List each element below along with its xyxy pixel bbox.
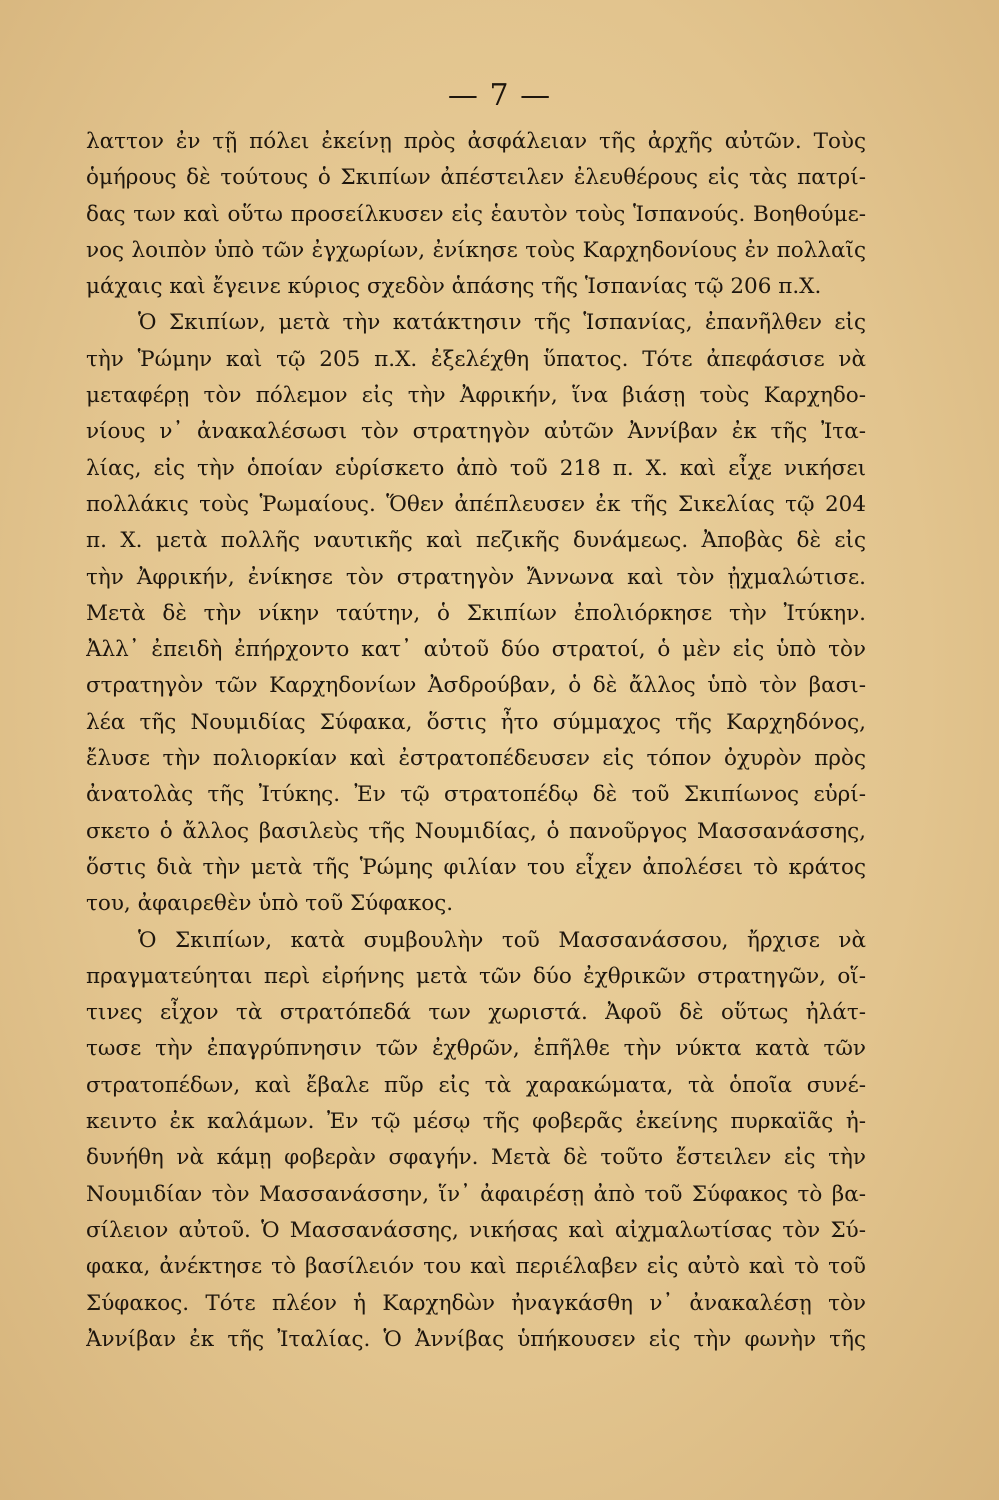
paragraph-start-line: Ὁ Σκιπίων, μετὰ τὴν κατάκτησιν τῆς Ἱσπανίας, ἐπανῆλθεν εἰς xyxy=(138,310,866,336)
text-line: Ἀλλ᾽ ἐπειδὴ ἐπήρχοντο κατ᾽ αὐτοῦ δύο στρατοί, ὁ μὲν εἰς ὑπὸ τὸν xyxy=(86,637,866,663)
text-line: λίας, εἰς τὴν ὁποίαν εὑρίσκετο ἀπὸ τοῦ 218 π. Χ. καὶ εἶχε νικήσει xyxy=(86,455,866,481)
text-line: π. Χ. μετὰ πολλῆς ναυτικῆς καὶ πεζικῆς δυνάμεως. Ἀποβὰς δὲ εἰς xyxy=(86,528,866,554)
text-line: λαττον ἐν τῇ πόλει ἐκείνῃ πρὸς ἀσφάλειαν τῆς ἀρχῆς αὐτῶν. Τοὺς xyxy=(86,129,866,154)
text-line: σκετο ὁ ἄλλος βασιλεὺς τῆς Νουμιδίας, ὁ πανοῦργος Μασσανάσσης, xyxy=(86,818,866,844)
text-line: δυνήθη νὰ κάμῃ φοβερὰν σφαγήν. Μετὰ δὲ τοῦτο ἔστειλεν εἰς τὴν xyxy=(86,1145,866,1171)
text-line: ἔλυσε τὴν πολιορκίαν καὶ ἐστρατοπέδευσεν εἰς τόπον ὀχυρὸν πρὸς xyxy=(86,746,866,772)
paragraph-start-line: Ὁ Σκιπίων, κατὰ συμβουλὴν τοῦ Μασσανάσσου, ἤρχισε νὰ xyxy=(138,927,866,953)
text-line: του, ἀφαιρεθὲν ὑπὸ τοῦ Σύφακος. xyxy=(86,891,454,917)
text-line: νίους ν᾽ ἀνακαλέσωσι τὸν στρατηγὸν αὐτῶν Ἀννίβαν ἐκ τῆς Ἰτα- xyxy=(86,419,866,445)
text-line: Ἀννίβαν ἐκ τῆς Ἰταλίας. Ὁ Ἀννίβας ὑπήκουσεν εἰς τὴν φωνὴν τῆς xyxy=(86,1326,866,1352)
text-line: τὴν Ῥώμην καὶ τῷ 205 π.Χ. ἐξελέχθη ὕπατος. Τότε ἀπεφάσισε νὰ xyxy=(86,346,866,372)
text-line: πραγματεύηται περὶ εἰρήνης μετὰ τῶν δύο ἐχθρικῶν στρατηγῶν, οἵ- xyxy=(86,963,866,989)
text-line: ἀνατολὰς τῆς Ἰτύκης. Ἐν τῷ στρατοπέδῳ δὲ τοῦ Σκιπίωνος εὑρί- xyxy=(86,782,866,808)
text-line: φακα, ἀνέκτησε τὸ βασίλειόν του καὶ περιέλαβεν εἰς αὐτὸ καὶ τὸ τοῦ xyxy=(86,1254,866,1280)
body-text xyxy=(86,124,866,1358)
text-line: μάχαις καὶ ἔγεινε κύριος σχεδὸν ἁπάσης τῆς Ἱσπανίας τῷ 206 π.Χ. xyxy=(86,274,822,300)
text-line: στρατοπέδων, καὶ ἔβαλε πῦρ εἰς τὰ χαρακώματα, τὰ ὁποῖα συνέ- xyxy=(86,1072,866,1098)
text-line: Μετὰ δὲ τὴν νίκην ταύτην, ὁ Σκιπίων ἐπολιόρκησε τὴν Ἰτύκην. xyxy=(86,600,866,626)
text-line: νος λοιπὸν ὑπὸ τῶν ἐγχωρίων, ἐνίκησε τοὺς Καρχηδονίους ἐν πολλαῖς xyxy=(86,237,866,263)
text-line: πολλάκις τοὺς Ῥωμαίους. Ὅθεν ἀπέπλευσεν ἐκ τῆς Σικελίας τῷ 204 xyxy=(86,491,866,517)
text-line: τωσε τὴν ἐπαγρύπνησιν τῶν ἐχθρῶν, ἐπῆλθε τὴν νύκτα κατὰ τῶν xyxy=(86,1036,866,1062)
text-line: κειντο ἐκ καλάμων. Ἐν τῷ μέσῳ τῆς φοβερᾶς ἐκείνης πυρκαϊᾶς ἠ- xyxy=(86,1109,866,1135)
text-line: μεταφέρῃ τὸν πόλεμον εἰς τὴν Ἀφρικήν, ἵνα βιάσῃ τοὺς Καρχηδο- xyxy=(86,383,866,409)
text-line: τὴν Ἀφρικήν, ἐνίκησε τὸν στρατηγὸν Ἄννωνα καὶ τὸν ᾐχμαλώτισε. xyxy=(86,564,866,590)
text-line: σίλειον αὐτοῦ. Ὁ Μασσανάσσης, νικήσας καὶ αἰχμαλωτίσας τὸν Σύ- xyxy=(86,1217,866,1243)
text-line: Νουμιδίαν τὸν Μασσανάσσην, ἵν᾽ ἀφαιρέσῃ ἀπὸ τοῦ Σύφακος τὸ βα- xyxy=(86,1181,866,1207)
text-line: Σύφακος. Τότε πλέον ἡ Καρχηδὼν ἠναγκάσθη ν᾽ ἀνακαλέσῃ τὸν xyxy=(86,1290,866,1316)
text-line: δας των καὶ οὕτω προσείλκυσεν εἰς ἑαυτὸν τοὺς Ἱσπανούς. Βοηθούμε- xyxy=(86,201,866,227)
text-line: ὁμήρους δὲ τούτους ὁ Σκιπίων ἀπέστειλεν ἐλευθέρους εἰς τὰς πατρί- xyxy=(86,165,866,191)
text-line: ὅστις διὰ τὴν μετὰ τῆς Ῥώμης φιλίαν του εἶχεν ἀπολέσει τὸ κράτος xyxy=(86,854,866,880)
page-number: — 7 — xyxy=(447,78,552,113)
text-line: τινες εἶχον τὰ στρατόπεδά των χωριστά. Ἀφοῦ δὲ οὕτως ἠλάτ- xyxy=(86,1000,866,1026)
text-line: λέα τῆς Νουμιδίας Σύφακα, ὅστις ἦτο σύμμαχος τῆς Καρχηδόνος, xyxy=(86,709,866,735)
text-line: στρατηγὸν τῶν Καρχηδονίων Ἀσδρούβαν, ὁ δὲ ἄλλος ὑπὸ τὸν βασι- xyxy=(86,673,866,699)
